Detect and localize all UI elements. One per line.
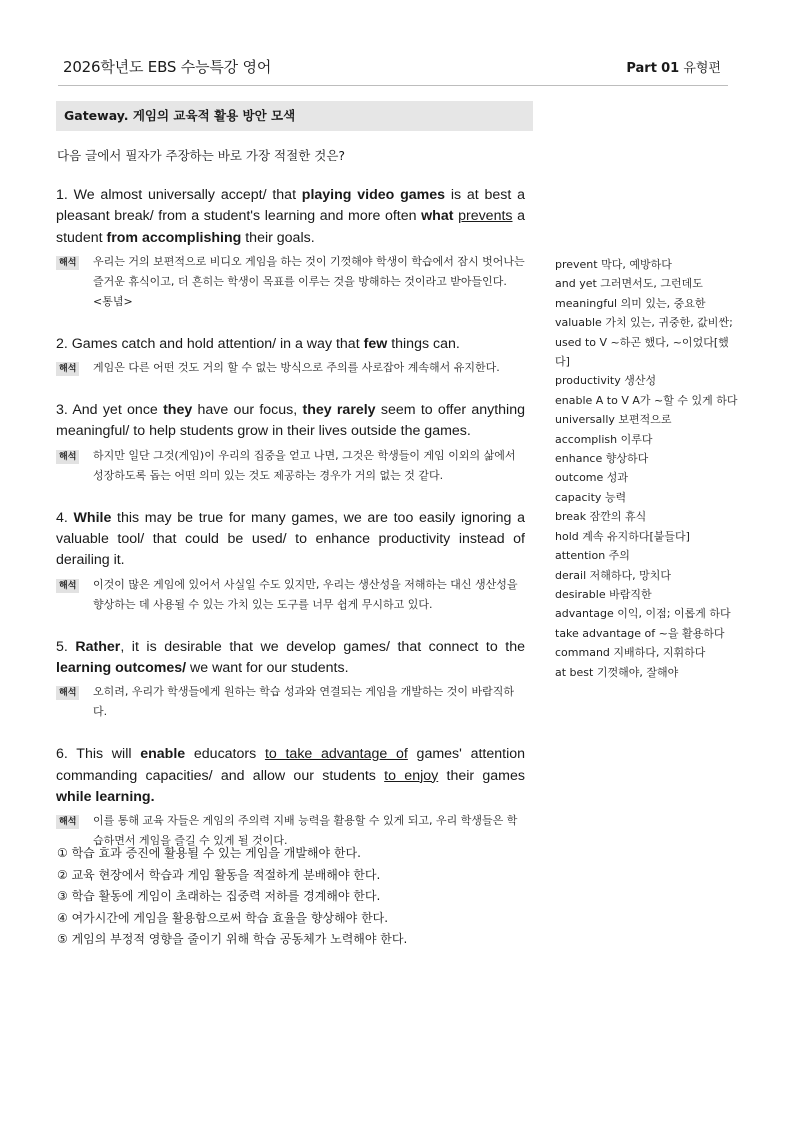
text-segment: 5. — [56, 638, 76, 655]
text-segment: 2. Games catch and hold attention/ in a way that — [56, 335, 364, 352]
text-segment: seem to offer anything meaningful/ to help students grow in their lives outside the games. — [56, 402, 525, 440]
text-segment: we want for our students. — [186, 659, 349, 676]
passage-item — [56, 334, 525, 378]
translation-text: 게임은 다른 어떤 것도 거의 할 수 없는 방식으로 주의를 사로잡아 계속해서 유지한다. — [93, 361, 500, 375]
vocab-entry: productivity 생산성 — [555, 374, 657, 388]
gateway-banner: Gateway. 게임의 교육적 활용 방안 모색 — [56, 101, 533, 131]
english-sentence — [56, 508, 525, 572]
text-segment: 3. And yet once — [56, 402, 164, 419]
english-sentence — [56, 637, 525, 680]
vocab-entry: derail 저해하다, 망치다 — [555, 568, 671, 582]
vocabulary-list — [555, 255, 740, 682]
vocab-entry: enable A to V A가 ~할 수 있게 하다 — [555, 393, 738, 407]
answer-option: ② 교육 현장에서 학습과 게임 활동을 적절하게 분배해야 한다. — [57, 867, 381, 882]
english-sentence — [56, 744, 525, 808]
translation-text: 이를 통해 교육 자들은 게임의 주의력 지배 능력을 활용할 수 있게 되고, 우리 학생들은 학습하면서 게임을 즐길 수 있게 될 것이다. — [93, 814, 518, 848]
vocab-entry: desirable 바람직한 — [555, 587, 652, 601]
korean-translation — [56, 252, 525, 312]
vocab-entry: attention 주의 — [555, 549, 630, 563]
question-prompt: 다음 글에서 필자가 주장하는 바로 가장 적절한 것은? — [57, 148, 346, 163]
translation-text: 우리는 거의 보편적으로 비디오 게임을 하는 것이 기껏해야 학생이 학습에서 잠시 벗어나는 즐거운 휴식이고, 더 흔히는 학생이 목표를 이루는 것을 방해하는 것이라고 받아들인다. <통념> — [93, 254, 525, 308]
answer-option: ③ 학습 활동에 게임이 초래하는 집중력 저하를 경계해야 한다. — [57, 889, 381, 903]
text-segment: this may be true for many games, we are too easily ignoring a valuable tool/ that could be used/ to enhance productivity instead of derailing it. — [56, 509, 525, 569]
vocab-entry: at best 기껏해야, 잘해야 — [555, 665, 679, 679]
text-segment: their games — [438, 767, 525, 784]
bold-text: playing video games — [301, 187, 446, 203]
bold-text: Rather — [75, 638, 121, 655]
bold-text: learning outcomes/ — [56, 659, 187, 676]
korean-translation — [56, 358, 525, 378]
text-segment: their goals. — [241, 229, 315, 246]
passage-item — [56, 400, 525, 486]
text-segment: , it is desirable that we develop games/ that connect to the — [120, 638, 525, 655]
bold-text: they rarely — [302, 402, 376, 419]
passage-item — [56, 744, 525, 851]
translation-text: 이것이 많은 게임에 있어서 사실일 수도 있지만, 우리는 생산성을 저해하는 대신 생산성을 향상하는 데 사용될 수 있는 가치 있는 도구를 너무 쉽게 무시하고 있다. — [93, 577, 518, 611]
text-segment: a student — [56, 208, 525, 246]
text-segment: things can. — [387, 335, 460, 352]
translation-tag: 해석 — [56, 579, 79, 593]
part-number: 01 — [661, 61, 680, 76]
header-divider — [58, 85, 728, 86]
vocab-entry: hold 계속 유지하다[붙들다] — [555, 529, 690, 543]
answer-option: ④ 여가시간에 게임을 활용함으로써 학습 효율을 향상해야 한다. — [57, 910, 389, 925]
korean-translation — [56, 682, 525, 722]
english-sentence — [56, 185, 525, 249]
text-segment: games' attention commanding capacities/ and allow our students — [56, 746, 525, 784]
underlined-text: to take advantage of — [264, 746, 408, 763]
bold-text: few — [363, 335, 388, 352]
part-word: Part — [626, 61, 657, 76]
bold-text: they — [163, 402, 193, 419]
underlined-text: to enjoy — [384, 767, 439, 784]
bold-text: what — [421, 208, 454, 225]
vocab-entry: capacity 능력 — [555, 490, 627, 504]
text-segment: have our focus, — [192, 402, 303, 419]
translation-tag: 해석 — [56, 362, 79, 376]
vocab-entry: accomplish 이루다 — [555, 432, 653, 446]
text-segment: educators — [185, 746, 265, 763]
passage — [56, 185, 525, 873]
underlined-text: prevents — [458, 208, 513, 225]
vocab-entry: take advantage of ~을 활용하다 — [555, 626, 725, 640]
vocab-entry: command 지배하다, 지휘하다 — [555, 646, 706, 660]
vocab-entry: advantage 이익, 이점; 이롭게 하다 — [555, 607, 731, 621]
text-segment: 6. This will — [56, 746, 141, 763]
translation-tag: 해석 — [56, 815, 79, 829]
vocab-entry: meaningful 의미 있는, 중요한 — [555, 296, 706, 310]
bold-text: enable — [140, 746, 186, 763]
translation-tag: 해석 — [56, 450, 79, 464]
answer-options — [57, 843, 407, 951]
vocab-entry: used to V ~하곤 했다, ~이었다[했다] — [555, 335, 729, 369]
translation-tag: 해석 — [56, 256, 79, 270]
text-segment: 4. — [56, 509, 74, 526]
page-header — [58, 50, 728, 80]
translation-text: 오히려, 우리가 학생들에게 원하는 학습 성과와 연결되는 게임을 개발하는 것이 바람직하다. — [93, 685, 514, 719]
passage-item — [56, 508, 525, 615]
text-segment: is at best a pleasant break/ from a student's learning and more often — [56, 187, 525, 225]
vocab-entry: enhance 향상하다 — [555, 452, 649, 466]
vocab-entry: break 잠깐의 휴식 — [555, 510, 647, 524]
part-label — [626, 57, 721, 76]
part-suffix: 유형편 — [683, 61, 721, 76]
vocab-entry: valuable 가치 있는, 귀중한, 값비싼; — [555, 316, 733, 330]
english-sentence — [56, 334, 525, 355]
bold-text: while learning. — [56, 788, 155, 805]
book-title: 2026학년도 EBS 수능특강 영어 — [63, 58, 272, 76]
translation-tag: 해석 — [56, 686, 79, 700]
passage-item — [56, 185, 525, 312]
text-segment: 1. We almost universally accept/ that — [56, 187, 302, 203]
answer-option: ⑤ 게임의 부정적 영향을 줄이기 위해 학습 공동체가 노력해야 한다. — [57, 932, 408, 946]
korean-translation — [56, 575, 525, 615]
english-sentence — [56, 400, 525, 443]
passage-item — [56, 637, 525, 723]
bold-text: from accomplishing — [106, 229, 242, 246]
bold-text: While — [73, 509, 112, 526]
vocab-entry: prevent 막다, 예방하다 — [555, 258, 672, 271]
translation-text: 하지만 일단 그것(게임)이 우리의 집중을 얻고 나면, 그것은 학생들이 게임 이외의 삶에서 성장하도록 돕는 어떤 의미 있는 것도 제공하는 경우가 거의 없는 것 같다. — [93, 448, 516, 482]
korean-translation — [56, 446, 525, 486]
vocab-entry: universally 보편적으로 — [555, 413, 672, 427]
vocab-entry: and yet 그러면서도, 그런데도 — [555, 277, 703, 291]
vocab-entry: outcome 성과 — [555, 471, 629, 485]
answer-option: ① 학습 효과 증진에 활용될 수 있는 게임을 개발해야 한다. — [57, 846, 361, 860]
